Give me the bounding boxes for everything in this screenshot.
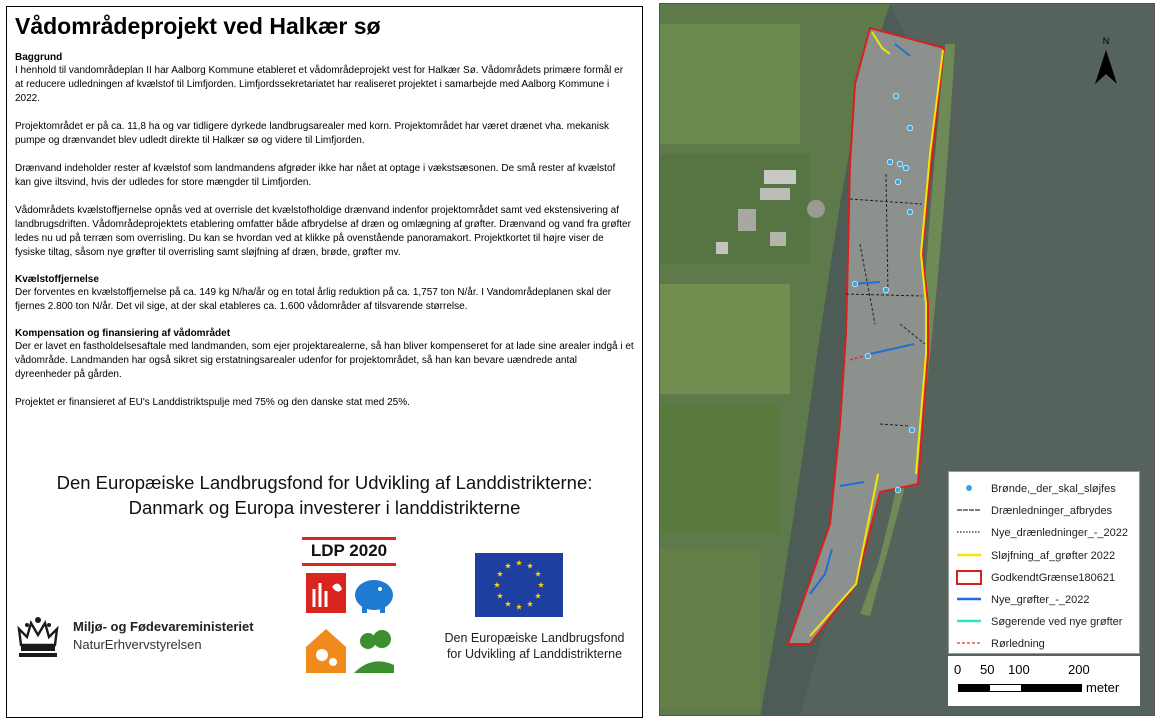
- legend-item: [949, 589, 1141, 611]
- scale-segment: [959, 685, 990, 691]
- section-heading: Kompensation og finansiering af vådområdet: [15, 328, 231, 339]
- well-icon: [893, 93, 899, 99]
- eu-flag-icon: [475, 553, 563, 617]
- ldp-icons: [300, 569, 398, 683]
- north-label: N: [1102, 36, 1110, 46]
- legend-label: Sløjfning_af_grøfter 2022: [991, 549, 1116, 562]
- legend-item: [949, 500, 1141, 522]
- scale-tick: 0: [954, 662, 962, 677]
- north-arrow: [1091, 36, 1121, 86]
- paragraph: Der er lavet en fastholdelsesaftale med landmanden, som ejer projektarealerne, så han bliver kompenseret for at lade sine arealer indgå i et vådområde. Landmanden har også sikret sig erstatningsarealer udenfor for projektområdet, så han kan bevare uændrede antal dyreenheder på gården.: [15, 341, 634, 380]
- farm-building: [764, 170, 796, 184]
- farm-building: [738, 209, 756, 231]
- legend-item: [949, 545, 1141, 567]
- scale-unit: meter: [1086, 680, 1120, 695]
- paragraph: I henhold til vandområdeplan II har Aalborg Kommune etableret et vådområdeprojekt vest for Halkær Sø. Vådområdets primære formål er at reducere udledningen af kvælstof til Limfjorden. Limfjordssekretariatet har realiseret projektet i samarbejde med Aalborg Kommune i 2022.: [15, 65, 624, 104]
- silo: [807, 200, 825, 218]
- legend-label: GodkendtGrænse180621: [991, 571, 1116, 584]
- well-icon: [909, 427, 915, 433]
- crown-icon: [13, 615, 63, 661]
- legend-label: Brønde,_der_skal_sløjfes: [991, 483, 1116, 495]
- trees-field-icon: [354, 629, 394, 673]
- legend-symbol-icon: [955, 500, 983, 522]
- ministry-name: Miljø- og Fødevareministeriet: [73, 619, 254, 634]
- scale-tick: 50: [980, 662, 995, 677]
- scale-segment: [1021, 685, 1081, 691]
- eu-name: for Udvikling af Landdistrikterne: [446, 647, 623, 661]
- ldp-bar: [302, 563, 396, 566]
- legend-item: [949, 567, 1141, 589]
- field: [660, 549, 760, 709]
- agency-name: NaturErhvervstyrelsen: [73, 637, 202, 652]
- ministry-logo: [13, 615, 293, 665]
- section-baggrund: [15, 52, 634, 260]
- legend-item: [949, 633, 1141, 655]
- ldp-title: LDP 2020: [310, 541, 388, 560]
- scale-tick: 200: [1068, 662, 1090, 677]
- well-icon: [897, 161, 903, 167]
- legend-label: Nye_drænledninger_-_2022: [991, 527, 1128, 540]
- well-icon: [907, 125, 913, 131]
- well-icon: [895, 179, 901, 185]
- farm-building: [770, 232, 786, 246]
- house-sun-icon: [306, 629, 346, 673]
- farm-building: [760, 188, 790, 200]
- well-icon: [883, 287, 889, 293]
- section-kvaelstoffjernelse: [15, 274, 634, 314]
- section-heading: Baggrund: [15, 52, 63, 63]
- eu-name: Den Europæiske Landbrugsfond: [444, 631, 625, 645]
- legend-symbol-icon: [955, 522, 983, 544]
- paragraph: Projektet er finansieret af EU's Landdistriktspulje med 75% og den danske stat med 25%.: [15, 397, 410, 408]
- well-icon: [895, 487, 901, 493]
- funding-line: Danmark og Europa investerer i landdistrikterne: [128, 497, 521, 518]
- funding-statement: [7, 470, 642, 520]
- ldp-bar: [302, 537, 396, 540]
- well-icon: [907, 209, 913, 215]
- field: [660, 284, 790, 394]
- page-title: Vådområdeprojekt ved Halkær sø: [15, 13, 381, 39]
- logo-row: [7, 537, 642, 717]
- scale-bar: [948, 656, 1140, 706]
- paragraph: Projektområdet er på ca. 11,8 ha og var tidligere dyrkede landbrugsarealer med korn. Projektområdet har været drænet vha. mekanisk pumpe og drænvandet blev udledt direkte til Halkær sø og videre til Limfjorden.: [15, 121, 610, 146]
- legend-symbol-icon: [955, 633, 983, 655]
- legend-label: Nye_grøfter_-_2022: [991, 594, 1090, 606]
- legend-item: [949, 522, 1141, 544]
- legend-label: Drænledninger_afbrydes: [991, 505, 1113, 518]
- section-heading: Kvælstoffjernelse: [15, 274, 99, 285]
- paragraph: Der forventes en kvælstoffjernelse på ca. 149 kg N/ha/år og en total årlig reduktion på ca. 1,757 ton N/år. I Vandområdeplanen skal der fjernes 2.800 ton N/år. Det vil sige, at der skal etableres ca. 1.600 vådområder af tilsvarende størrelse.: [15, 287, 612, 312]
- ldp-2020-logo: [300, 537, 398, 683]
- scale-bar-graphic: [958, 684, 1082, 692]
- eu-logo: [427, 553, 642, 673]
- map-legend: [948, 471, 1140, 654]
- legend-label: Søgerende ved nye grøfter: [991, 616, 1123, 629]
- legend-item: [949, 478, 1141, 500]
- text-panel: [6, 6, 643, 718]
- funding-line: Den Europæiske Landbrugsfond for Udvikling af Landdistrikterne:: [56, 472, 593, 493]
- piggy-bank-icon: [355, 580, 393, 613]
- paragraph: Vådområdets kvælstoffjernelse opnås ved at overrisle det kvælstofholdige drænvand indenfor projektområdet samt ved ekstensivering af landbrugsdriften. Vådområdeprojektets etablering omfatter både afbrydelse af dræn og omlægning af grøfter. Drænvand og vand fra grøfter ledes nu ud på terræn som overrisling. Du kan se hvordan ved at klikke på ovenstående panoramakort. Projektkortet til højre viser de fysiske tiltag, såsom nye grøfter til overrisling samt sløjfning af dræn, brøde, grøfter mv.: [15, 205, 631, 258]
- well-icon: [852, 281, 858, 287]
- field: [660, 24, 800, 144]
- well-icon: [887, 159, 893, 165]
- section-kompensation: [15, 328, 634, 410]
- legend-symbol-icon: [955, 589, 983, 611]
- legend-symbol-icon: [955, 478, 983, 500]
- field: [660, 404, 780, 534]
- farm-building: [716, 242, 728, 254]
- well-icon: [865, 353, 871, 359]
- project-map[interactable]: [659, 3, 1155, 716]
- paragraph: Drænvand indeholder rester af kvælstof som landmandens afgrøder ikke har nået at optage i vækstsæsonen. De små rester af kvælstof kan give iltsvind, hvis der udledes for store mængder til Limfjorden.: [15, 163, 616, 188]
- legend-label: Rørledning: [991, 638, 1045, 651]
- farm-plant-icon: [306, 573, 346, 613]
- north-arrow-icon: [1091, 48, 1121, 86]
- well-icon: [903, 165, 909, 171]
- legend-symbol-icon: [955, 545, 983, 567]
- legend-symbol-icon: [955, 611, 983, 633]
- legend-symbol-icon: [955, 567, 983, 589]
- legend-item: [949, 611, 1141, 633]
- scale-tick: 100: [1008, 662, 1030, 677]
